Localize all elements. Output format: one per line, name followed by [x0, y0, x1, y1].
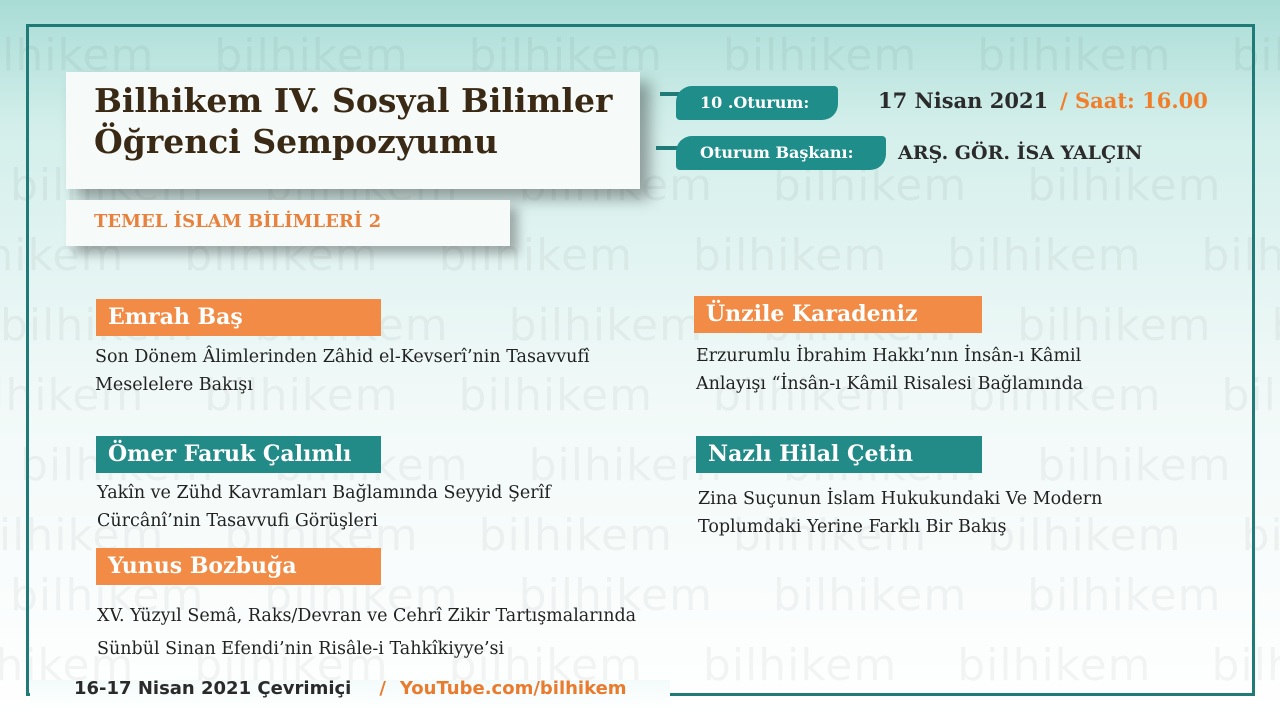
- title-line-1: Bilhikem IV. Sosyal Bilimler: [94, 81, 613, 120]
- session-chair-badge: Oturum Başkanı:: [676, 136, 886, 170]
- session-number-badge: 10 .Oturum:: [676, 86, 838, 120]
- session-date: 17 Nisan 2021: [878, 88, 1049, 113]
- topic-line: Meselelere Bakışı: [95, 375, 253, 395]
- presenter-topic: [95, 343, 590, 399]
- title-card: [66, 72, 640, 189]
- presenter-name-yunus-bozbuga: Yunus Bozbuğa: [96, 548, 381, 585]
- symposium-title: [94, 80, 612, 162]
- presenter-topic: [97, 479, 551, 535]
- footer-separator: /: [379, 678, 386, 699]
- title-line-2: Öğrenci Sempozyumu: [94, 122, 498, 161]
- topic-line: Yakîn ve Zühd Kavramları Bağlamında Seyyid Şerîf: [97, 483, 551, 503]
- presenter-name-unzile-karadeniz: Ünzile Karadeniz: [694, 296, 982, 333]
- topic-line: Zina Suçunun İslam Hukukundaki Ve Modern: [698, 489, 1103, 509]
- footer-bar: [74, 678, 627, 699]
- topic-line: XV. Yüzyıl Semâ, Raks/Devran ve Cehrî Zikir Tartışmalarında: [97, 606, 637, 626]
- category-card: [66, 200, 510, 246]
- youtube-link[interactable]: YouTube.com/bilhikem: [399, 678, 627, 699]
- topic-line: Son Dönem Âlimlerinden Zâhid el-Kevserî’nin Tasavvufî: [95, 347, 590, 367]
- presenter-name-nazli-hilal-cetin: Nazlı Hilal Çetin: [696, 436, 982, 473]
- topic-line: Cürcânî’nin Tasavvufi Görüşleri: [97, 511, 378, 531]
- presenter-topic: [97, 600, 636, 666]
- topic-line: Erzurumlu İbrahim Hakkı’nın İnsân-ı Kâmil: [696, 346, 1082, 366]
- category-label: TEMEL İSLAM BİLİMLERİ 2: [94, 211, 382, 232]
- topic-line: Sünbül Sinan Efendi’nin Risâle-i Tahkîkiyye’si: [97, 639, 505, 659]
- presenter-topic: [698, 485, 1102, 541]
- presenter-name-omer-faruk-calimli: Ömer Faruk Çalımlı: [96, 436, 381, 473]
- presenter-name-emrah-bas: Emrah Baş: [96, 299, 381, 336]
- session-chair-name: ARŞ. GÖR. İSA YALÇIN: [898, 142, 1143, 164]
- session-time: / Saat: 16.00: [1060, 88, 1208, 113]
- footer-dates: 16-17 Nisan 2021 Çevrimiçi: [74, 678, 352, 699]
- topic-line: Anlayışı “İnsân-ı Kâmil Risalesi Bağlamında: [696, 374, 1084, 394]
- topic-line: Toplumdaki Yerine Farklı Bir Bakış: [698, 517, 1007, 537]
- presenter-topic: [696, 342, 1083, 398]
